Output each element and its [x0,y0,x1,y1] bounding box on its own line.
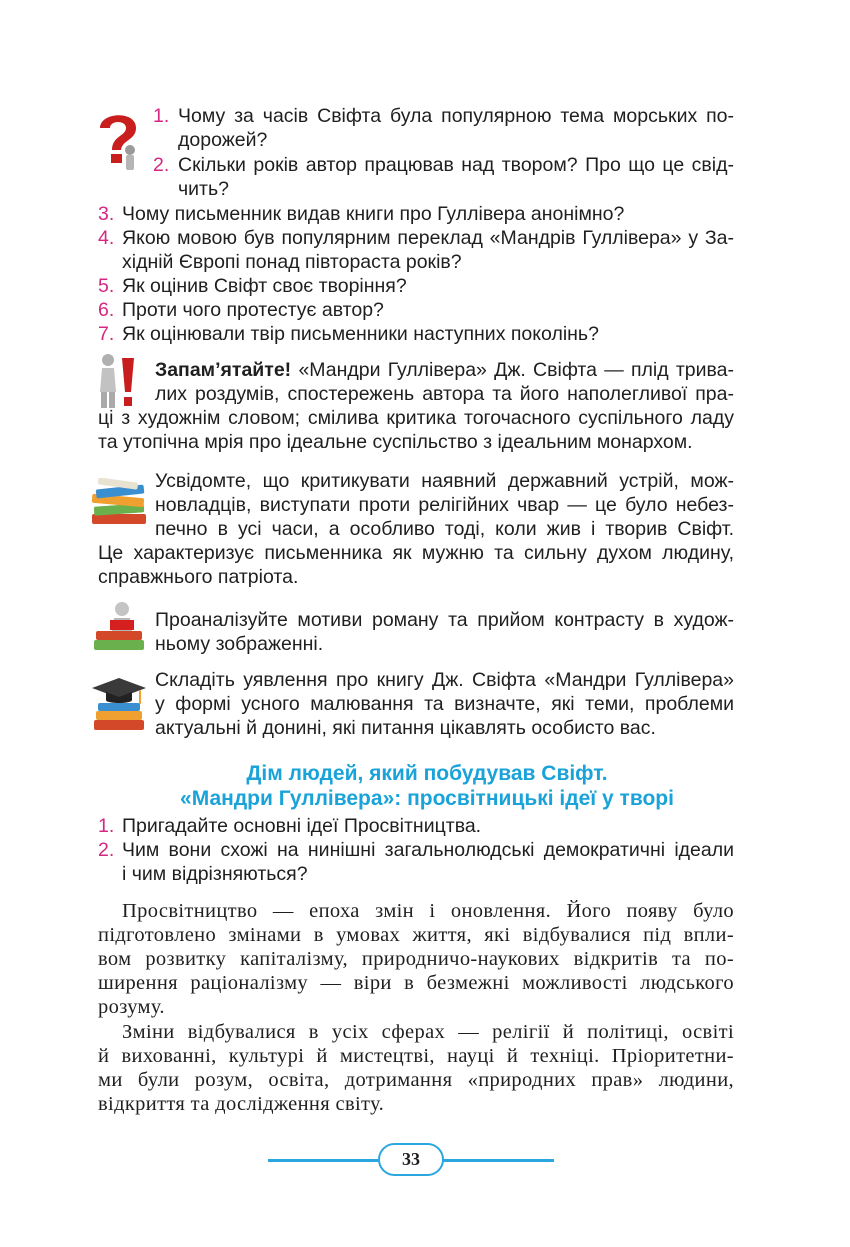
question-text: Чому письменник видав книги про Гуллівера анонімно? [122,203,625,225]
body-line: й вихованні, культурі й мистецтві, науці й техніці. Пріоритетни- [98,1045,734,1067]
remember-line-3: ці з художнім словом; смілива критика тогочасного суспільного ладу [98,407,734,429]
question-number: 4. [98,227,115,249]
graduation-cap-icon [88,674,150,734]
question-text: чить? [178,178,229,200]
question-number: 1. [98,815,115,837]
exclamation-mark-icon [92,352,144,410]
question-text: Пригадайте основні ідеї Просвітництва. [122,815,482,837]
body-line: ми були розум, освіта, дотримання «природних прав» людини, [98,1069,734,1091]
realize-line: справжнього патріота. [98,566,299,588]
question-mark-icon [92,106,144,172]
question-text: дорожей? [178,129,268,151]
compose-line: у формі усного малювання та визначте, які теми, проблеми [155,693,734,715]
books-icon [88,478,150,530]
reading-person-icon [88,600,150,654]
question-text: Проти чого протестує автор? [122,299,384,321]
body-line: Просвітництво — епоха змін і оновлення. Його появу було [122,900,734,922]
question-number: 2. [98,839,115,861]
analyze-line: Проаналізуйте мотиви роману та прийом контрасту в худож- [155,609,734,631]
body-line: відкриття та дослідження світу. [98,1093,385,1115]
question-number: 3. [98,203,115,225]
question-number: 1. [153,105,170,127]
remember-label: Запам’ятайте! [155,359,292,381]
question-number: 5. [98,275,115,297]
page-number: 33 [378,1143,444,1176]
question-number: 7. [98,323,115,345]
realize-line: печно в усі часи, а особливо тоді, коли жив і творив Свіфт. [155,518,734,540]
analyze-line: ньому зображенні. [155,633,324,655]
realize-line: Це характеризує письменника як мужню та сильну духом людину, [98,542,734,564]
question-text: Як оцінювали твір письменники наступних поколінь? [122,323,599,345]
footer-rule-right [442,1159,554,1162]
question-number: 2. [153,154,170,176]
question-number: 6. [98,299,115,321]
realize-line: Усвідомте, що критикувати наявний державний устрій, мож- [155,470,734,492]
remember-line-2: лих роздумів, спостережень автора та його наполегливої пра- [155,383,734,405]
question-text: Чим вони схожі на нинішні загальнолюдські демократичні ідеали [122,839,734,861]
body-line: ширення раціоналізму — віри в безмежні можливості людського [98,972,734,994]
section-heading-line-1: Дім людей, який побудував Свіфт. [246,762,608,785]
remember-line-1: Запам’ятайте! «Мандри Гуллівера» Дж. Свіфта — плід трива- [155,359,734,381]
compose-line: актуальні й донині, які питання цікавлять особисто вас. [155,717,656,739]
question-text: Чому за часів Свіфта була популярною тема морських по- [178,105,734,127]
section-heading-line-2: «Мандри Гуллівера»: просвітницькі ідеї у творі [180,787,674,810]
body-line: підготовлено змінами в умовах життя, які відбувалися під впли- [98,924,734,946]
question-text: Якою мовою був популярним переклад «Мандрів Гуллівера» у За- [122,227,734,249]
compose-line: Складіть уявлення про книгу Дж. Свіфта «Мандри Гуллівера» [155,669,734,691]
body-line: Зміни відбувалися в усіх сферах — релігії й політиці, освіті [122,1021,734,1043]
remember-line-4: та утопічна мрія про ідеальне суспільство з ідеальним монархом. [98,431,693,453]
question-text: і чим відрізняються? [122,863,308,885]
question-text: Скільки років автор працював над твором? Про що це свід- [178,154,734,176]
question-text: хідній Європі понад півтораста років? [122,251,462,273]
footer-rule-left [268,1159,380,1162]
question-text: Як оцінив Свіфт своє творіння? [122,275,407,297]
body-line: вом розвитку капіталізму, природничо-наукових відкритів та по- [98,948,734,970]
body-line: розуму. [98,996,165,1018]
realize-line: новладців, виступати проти релігійних чвар — це було небез- [155,494,734,516]
